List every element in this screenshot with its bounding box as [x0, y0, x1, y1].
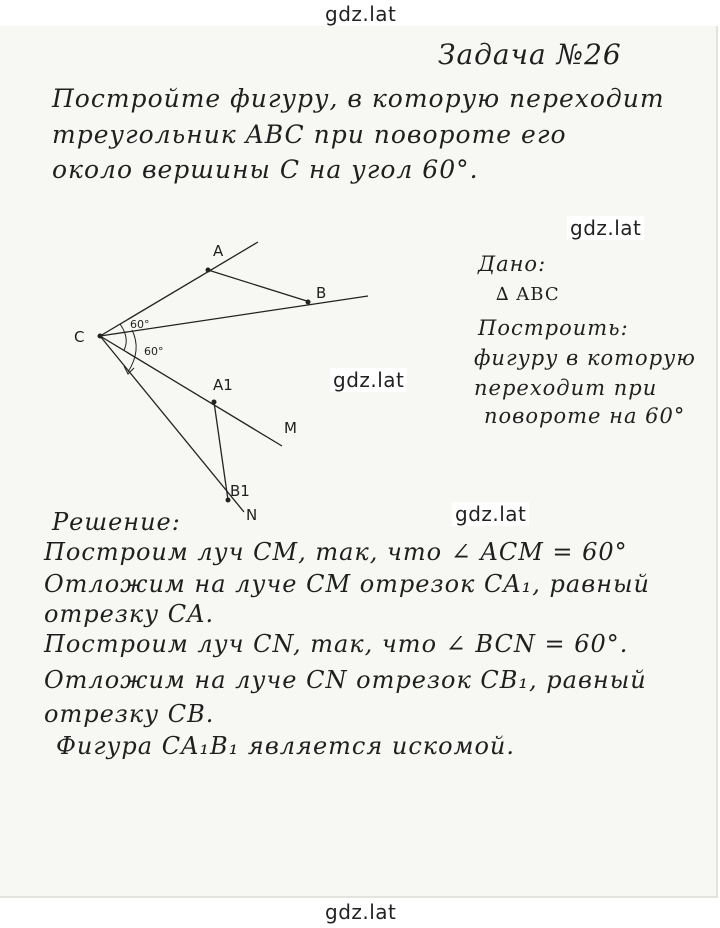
point-a1: [212, 400, 217, 405]
watermark-bottom: gdz.lat: [322, 900, 399, 924]
solution-line-6: отрезку CB.: [44, 700, 215, 728]
angle-arc-bottom: [128, 330, 136, 372]
ray-cm: [100, 336, 282, 446]
ray-cn: [100, 336, 244, 512]
label-m: M: [284, 419, 297, 437]
segment-a1b1: [214, 402, 228, 500]
solution-heading: Решение:: [52, 508, 181, 536]
label-a: A: [213, 242, 224, 260]
point-a: [206, 268, 211, 273]
problem-line-2: треугольник ABC при повороте его: [52, 120, 567, 149]
angle-label-bottom: 60°: [144, 345, 164, 358]
label-a1: A1: [213, 376, 233, 394]
angle-label-top: 60°: [130, 318, 150, 331]
solution-line-3: отрезку CA.: [44, 600, 215, 628]
construct-heading: Построить:: [478, 316, 629, 340]
segment-ab: [208, 270, 310, 302]
label-b1: B1: [230, 482, 250, 500]
watermark-top: gdz.lat: [322, 2, 399, 26]
problem-line-1: Постройте фигуру, в которую переходит: [52, 84, 665, 113]
construct-line-3: повороте на 60°: [484, 404, 686, 428]
watermark-lower: gdz.lat: [452, 502, 529, 526]
solution-line-5: Отложим на луче CN отрезок CB₁, равный: [44, 666, 647, 694]
solution-line-2: Отложим на луче CM отрезок CA₁, равный: [44, 570, 651, 598]
label-c: C: [74, 328, 85, 346]
point-c: [98, 334, 103, 339]
label-n: N: [246, 506, 258, 524]
given-triangle: ∆ ABC: [496, 284, 560, 305]
watermark-right: gdz.lat: [567, 216, 644, 240]
point-b: [306, 300, 311, 305]
problem-line-3: около вершины C на угол 60°.: [52, 155, 479, 184]
label-b: B: [316, 284, 327, 302]
solution-line-7: Фигура CA₁B₁ является искомой.: [56, 732, 515, 760]
given-heading: Дано:: [478, 252, 547, 276]
watermark-middle: gdz.lat: [330, 368, 407, 392]
construct-line-1: фигуру в которую: [474, 346, 696, 370]
construct-line-2: переходит при: [474, 376, 658, 400]
ray-ca: [100, 242, 258, 336]
task-title: Задача №26: [438, 38, 622, 71]
solution-line-4: Построим луч CN, так, что ∠ BCN = 60°.: [44, 630, 629, 658]
angle-arc-top: [120, 324, 126, 350]
solution-line-1: Построим луч CM, так, что ∠ ACM = 60°: [44, 538, 628, 566]
